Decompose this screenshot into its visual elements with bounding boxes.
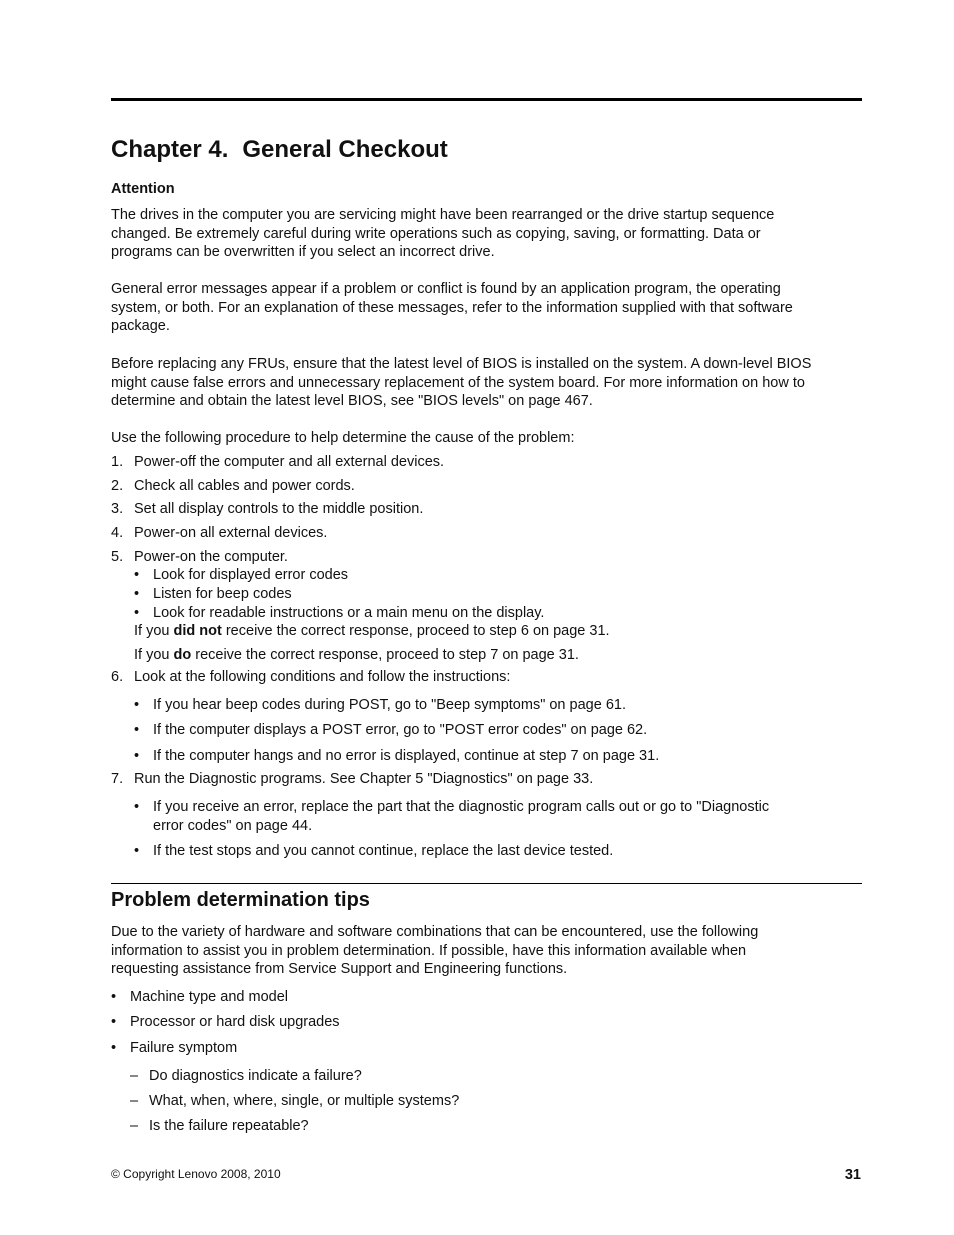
paragraph-line: determine and obtain the latest level BIOS, see "BIOS levels" on page 467. (111, 393, 593, 410)
list-item-text: Failure symptom (130, 1040, 238, 1056)
note-text: receive the correct response, proceed to step 7 on page 31. (191, 647, 579, 663)
step-text: Look at the following conditions and follow the instructions: (134, 669, 511, 685)
paragraph-line: Due to the variety of hardware and software combinations that can be encountered, use the following (111, 924, 759, 940)
paragraph-line: General error messages appear if a problem or conflict is found by an application program, the operating (111, 281, 781, 297)
list-item-text: If you hear beep codes during POST, go to "Beep symptoms" on page 61. (153, 697, 626, 713)
paragraph-line: The drives in the computer you are servicing might have been rearranged or the drive startup sequence (111, 207, 775, 223)
top-rule (111, 98, 862, 101)
note-emphasis: do (173, 647, 192, 663)
bullet-icon: • (134, 586, 140, 602)
dash-icon: – (130, 1093, 139, 1109)
paragraph-bios (111, 355, 866, 411)
paragraph-line: might cause false errors and unnecessary replacement of the system board. For more information on how to (111, 374, 805, 391)
paragraph-line: package. (111, 318, 170, 335)
list-item-text: Look for displayed error codes (153, 567, 349, 583)
paragraph-line: requesting assistance from Service Support and Engineering functions. (111, 961, 568, 978)
step-number: 7. (111, 771, 124, 787)
chapter-title (111, 134, 448, 166)
list-item-text: Processor or hard disk upgrades (130, 1014, 340, 1030)
note-did-not (134, 622, 610, 641)
list-item-text: If the computer hangs and no error is displayed, continue at step 7 on page 31. (153, 748, 660, 764)
list-item-text: Look for readable instructions or a main menu on the display. (153, 605, 545, 621)
step-number: 1. (111, 454, 124, 470)
list-item-text: Do diagnostics indicate a failure? (149, 1068, 362, 1084)
dash-icon: – (130, 1118, 139, 1134)
list-item-text: Listen for beep codes (153, 586, 292, 602)
copyright: © Copyright Lenovo 2008, 2010 (111, 1167, 281, 1181)
paragraph-line: changed. Be extremely careful during write operations such as copying, saving, or formatting. Data or (111, 225, 761, 242)
step-number: 2. (111, 478, 124, 494)
paragraph-line: Before replacing any FRUs, ensure that the latest level of BIOS is installed on the system. A down-level BIOS (111, 356, 812, 372)
chapter-name: General Checkout (242, 136, 448, 163)
chapter-number: Chapter 4. (111, 136, 229, 163)
step-text: Power-off the computer and all external devices. (134, 454, 445, 470)
bullet-icon: • (111, 989, 117, 1005)
list-item-line: If you receive an error, replace the part that the diagnostic program calls out or go to "Diagnostic (153, 799, 770, 815)
bullet-icon: • (134, 748, 140, 764)
step-number: 5. (111, 549, 124, 565)
dash-icon: – (130, 1068, 139, 1084)
paragraph-line: programs can be overwritten if you select an incorrect drive. (111, 244, 495, 261)
bullet-icon: • (134, 567, 140, 583)
page-number: 31 (844, 1167, 861, 1183)
note-do (134, 646, 579, 665)
step-text: Run the Diagnostic programs. See Chapter 5 "Diagnostics" on page 33. (134, 771, 594, 787)
step-text: Power-on all external devices. (134, 525, 328, 541)
bullet-icon: • (134, 843, 140, 859)
paragraph-drives (111, 206, 866, 262)
list-item-text (153, 798, 769, 835)
step-number: 4. (111, 525, 124, 541)
list-item-text: If the test stops and you cannot continue, replace the last device tested. (153, 843, 614, 859)
paragraph-line: information to assist you in problem determination. If possible, have this information available when (111, 942, 747, 959)
bullet-icon: • (134, 697, 140, 713)
note-text: receive the correct response, proceed to step 6 on page 31. (221, 623, 610, 639)
bullet-icon: • (134, 722, 140, 738)
list-item-line: error codes" on page 44. (153, 817, 313, 834)
step-number: 6. (111, 669, 124, 685)
note-emphasis: did not (173, 623, 222, 639)
note-text: If you (134, 623, 174, 639)
attention-heading: Attention (111, 181, 175, 197)
step-text: Power-on the computer. (134, 549, 288, 565)
step-number: 3. (111, 501, 124, 517)
bullet-icon: • (111, 1014, 117, 1030)
section-intro (111, 923, 866, 979)
list-item-text: What, when, where, single, or multiple systems? (149, 1093, 460, 1109)
section-rule (111, 883, 862, 884)
procedure-intro: Use the following procedure to help determine the cause of the problem: (111, 430, 575, 446)
section-title: Problem determination tips (111, 889, 370, 911)
list-item-text: Is the failure repeatable? (149, 1118, 309, 1134)
paragraph-line: system, or both. For an explanation of these messages, refer to the information supplied with that software (111, 299, 793, 316)
bullet-icon: • (111, 1040, 117, 1056)
step-text: Check all cables and power cords. (134, 478, 355, 494)
bullet-icon: • (134, 799, 140, 815)
paragraph-error-messages (111, 280, 866, 336)
bullet-icon: • (134, 605, 140, 621)
note-text: If you (134, 647, 174, 663)
list-item-text: If the computer displays a POST error, go to "POST error codes" on page 62. (153, 722, 648, 738)
step-text: Set all display controls to the middle position. (134, 501, 424, 517)
list-item-text: Machine type and model (130, 989, 288, 1005)
